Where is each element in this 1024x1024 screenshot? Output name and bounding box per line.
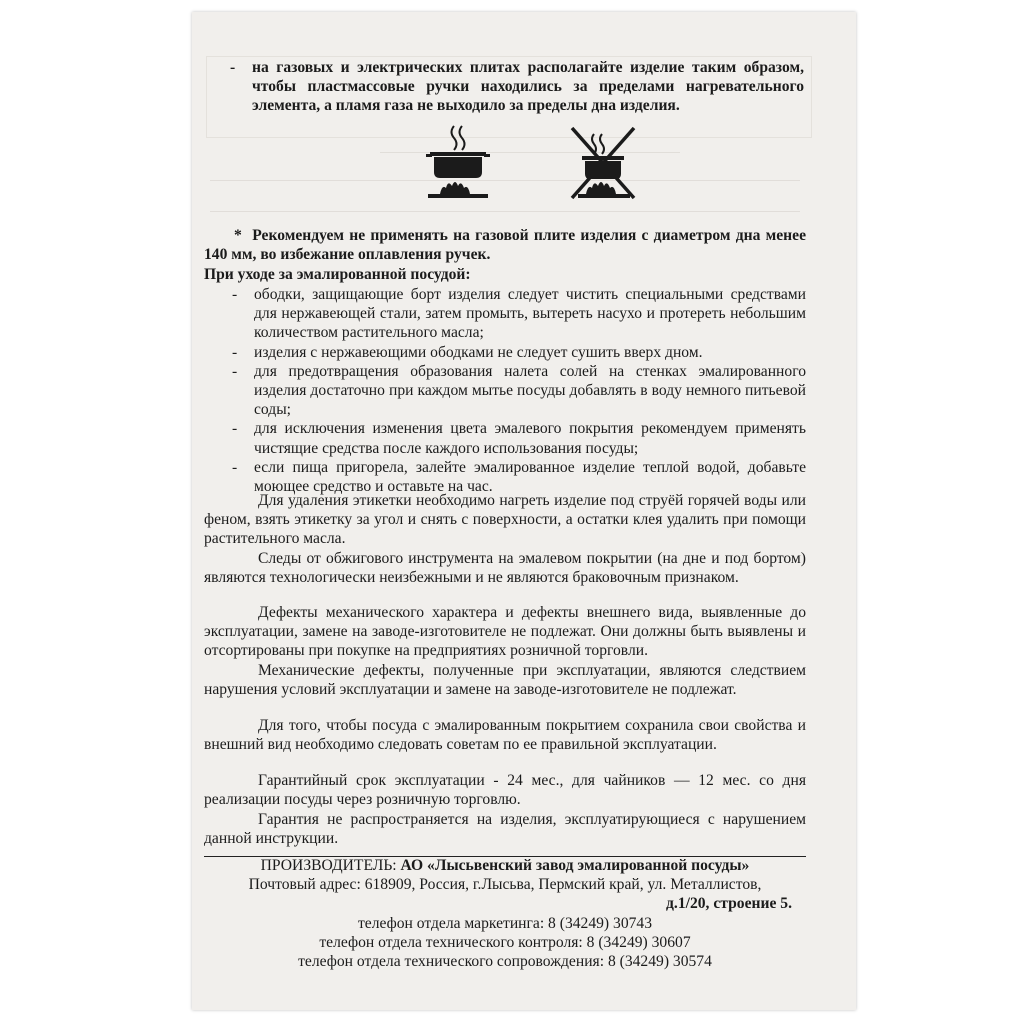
manufacturer-line: [204, 856, 806, 875]
stove-usage-icons: [424, 124, 644, 200]
manufacturer-label: ПРОИЗВОДИТЕЛЬ:: [260, 857, 397, 874]
intro-text: на газовых и электрических плитах располагайте изделие таким образом, чтобы пластмассовые ручки находились за пределами нагревательного элемента, а пламя газа не выходило за пределы дна изделия.: [252, 59, 804, 115]
warranty-term-paragraph: Гарантийный срок эксплуатации - 24 мес., для чайников — 12 мес. со дня реализации посуды через розничную торговлю.: [204, 772, 806, 809]
list-item: - ободки, защищающие борт изделия следует чистить специальными средствами для нержавеющей стали, затем промыть, вытереть насухо и протереть небольшим количеством растительного масла;: [232, 286, 806, 342]
care-heading: При уходе за эмалированной посудой:: [204, 266, 471, 283]
mechanical-defects-paragraph: Механические дефекты, полученные при эксплуатации, являются следствием нарушения условий эксплуатации и замене на заводе-изготовителе не подлежат.: [204, 662, 806, 699]
note-text: [204, 226, 806, 264]
care-item-text: для предотвращения образования налета солей на стенках эмалированного изделия достаточно при каждом мытье посуды добавлять в воду немного питьевой соды;: [254, 362, 806, 419]
care-item-text: изделия с нержавеющими ободками не следует сушить вверх дном.: [254, 343, 703, 361]
phone-technical-support: телефон отдела технического сопровождения: 8 (34249) 30574: [298, 953, 712, 971]
firing-marks-paragraph: Следы от обжигового инструмента на эмалевом покрытии (на дне и под бортом) являются технологически неизбежными и не являются браковочным признаком.: [204, 550, 806, 587]
warranty-exclusion-paragraph: Гарантия не распространяется на изделия, эксплуатирующиеся с нарушением данной инструкции.: [204, 811, 806, 848]
phone-marketing: телефон отдела маркетинга: 8 (34249) 30743: [357, 914, 653, 932]
defects-paragraph: Дефекты механического характера и дефекты внешнего вида, выявленные до эксплуатации, замене на заводе-изготовителе не подлежат. Они должны быть выявлены и отсортированы при покупке на предприятиях розничной торговли.: [204, 604, 806, 660]
care-advice-paragraph: Для того, чтобы посуда с эмалированным покрытием сохранила свои свойства и внешний вид необходимо следовать советам по ее правильной эксплуатации.: [204, 717, 806, 754]
pot-on-burner-icon: [426, 126, 490, 198]
care-item-text: ободки, защищающие борт изделия следует чистить специальными средствами для нержавеющей стали, затем промыть, вытереть насухо и протереть небольшим количеством растительного масла;: [254, 286, 806, 342]
care-item-text: для исключения изменения цвета эмалевого покрытия рекомендуем применять чистящие средства после каждого использования посуды;: [254, 420, 806, 457]
phone-quality-control: телефон отдела технического контроля: 8 (34249) 30607: [319, 933, 691, 951]
manufacturer-block: [204, 856, 806, 971]
intro-instruction: [230, 58, 804, 116]
list-item: - если пища пригорела, залейте эмалированное изделие теплой водой, добавьте моющее средство и оставьте на час.: [232, 458, 806, 496]
list-item: - для предотвращения образования налета солей на стенках эмалированного изделия достаточно при каждом мытье посуды добавлять в воду немного питьевой соды;: [232, 362, 806, 419]
address-building: д.1/20, строение 5.: [666, 895, 792, 913]
note-body: Рекомендуем не применять на газовой плите изделия с диаметром дна менее 140 мм, во избежание оплавления ручек.: [204, 227, 807, 264]
asterisk: *: [234, 227, 253, 244]
list-item: - для исключения изменения цвета эмалевого покрытия рекомендуем применять чистящие средства после каждого использования посуды;: [232, 420, 806, 457]
care-list: [232, 285, 806, 496]
manufacturer-name: АО «Лысьвенский завод эмалированной посуды»: [400, 857, 750, 874]
crossed-pot-on-burner-icon: [572, 128, 634, 198]
label-removal-paragraph: Для удаления этикетки необходимо нагреть изделие под струёй горячей воды или феном, взять этикетку за угол и снять с поверхности, а остатки клея удалить при помощи растительного масла.: [204, 492, 806, 548]
care-item-text: если пища пригорела, залейте эмалированное изделие теплой водой, добавьте моющее средство и оставьте на час.: [254, 458, 806, 496]
bullet: -: [230, 59, 236, 76]
burner-size-note: [204, 226, 806, 264]
address-line: Почтовый адрес: 618909, Россия, г.Лысьва, Пермский край, ул. Металлистов,: [248, 876, 762, 894]
list-item: - изделия с нержавеющими ободками не следует сушить вверх дном.: [232, 343, 703, 361]
